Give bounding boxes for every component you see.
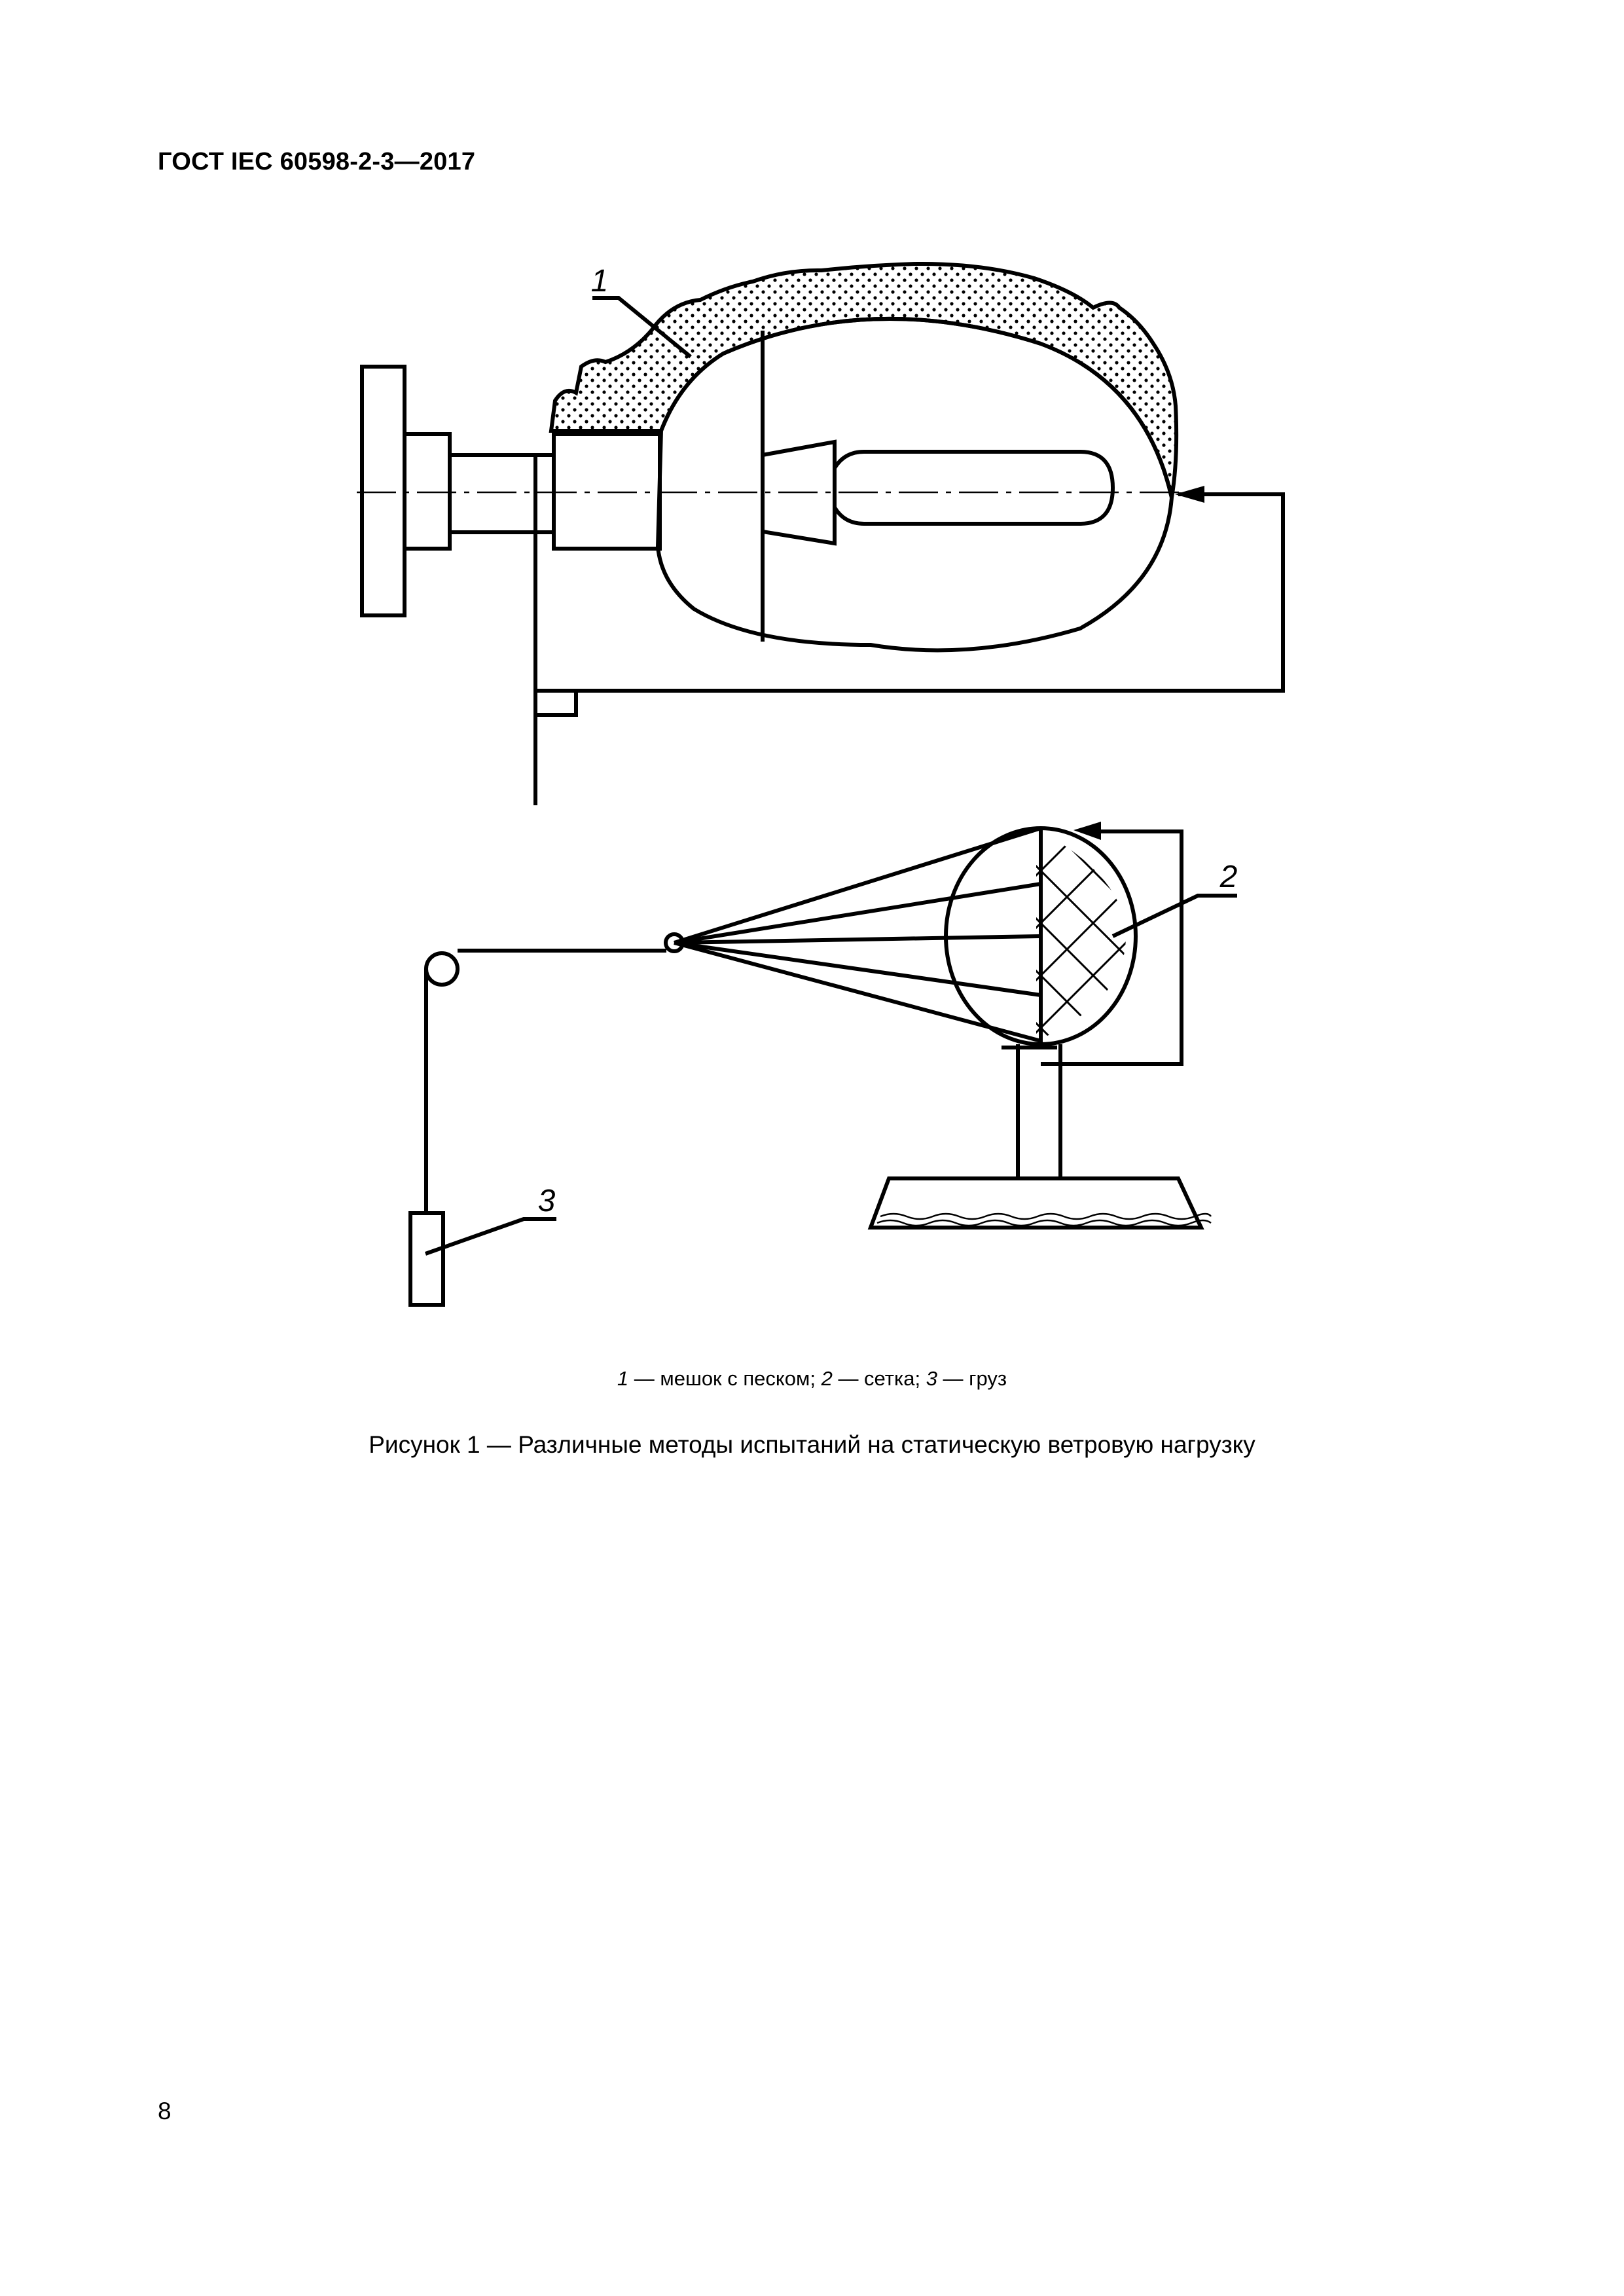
legend-text-3: — груз — [937, 1367, 1007, 1390]
sand-bag — [551, 264, 1176, 498]
label-1: 1 — [590, 264, 609, 299]
figure-legend — [0, 1367, 1624, 1391]
mount-shaft — [450, 455, 554, 532]
mount-plate — [362, 367, 405, 615]
mount-flange — [405, 434, 450, 549]
document-header: ГОСТ IEC 60598-2-3—2017 — [158, 148, 476, 175]
figure-caption: Рисунок 1 — Различные методы испытаний на статическую ветровую нагрузку — [369, 1431, 1255, 1458]
legend-num-3: 3 — [926, 1367, 937, 1390]
legend-text-1: — мешок с песком; — [628, 1367, 821, 1390]
legend-text-2: — сетка; — [832, 1367, 926, 1390]
lamp-tube — [835, 452, 1113, 524]
legend-num-1: 1 — [617, 1367, 629, 1390]
page-number: 8 — [158, 2098, 171, 2124]
mount-collar — [554, 434, 660, 549]
pulley — [426, 953, 458, 985]
legend-num-2: 2 — [821, 1367, 833, 1390]
force-arrow-top — [1175, 486, 1204, 503]
weight — [410, 1213, 443, 1305]
label-2: 2 — [1219, 860, 1238, 894]
label-3: 3 — [537, 1184, 556, 1218]
